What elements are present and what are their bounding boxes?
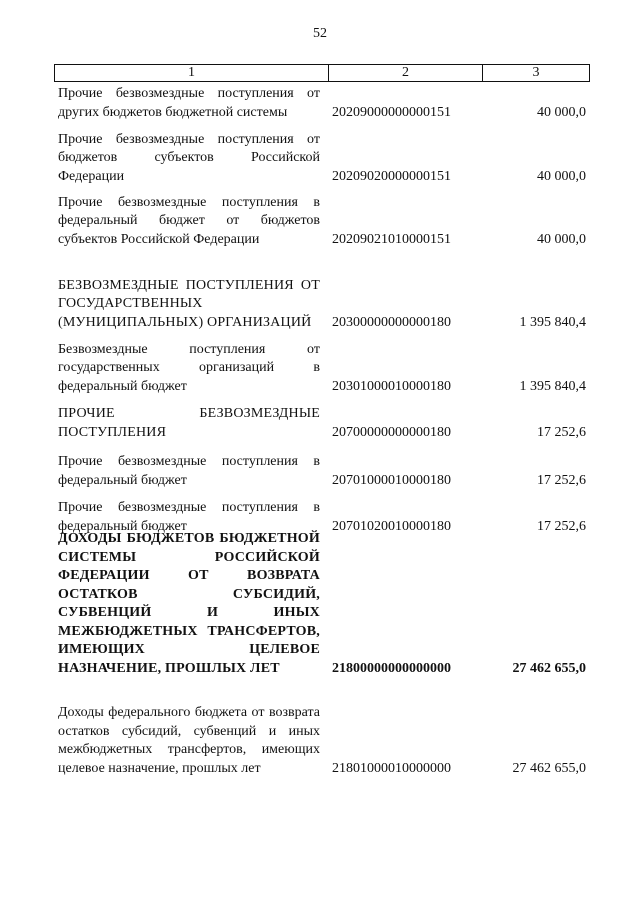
page-number: 52 (313, 26, 327, 41)
row-name: ПРОЧИЕ БЕЗВОЗМЕЗДНЫЕ ПОСТУПЛЕНИЯ (58, 406, 320, 440)
table-row (54, 452, 590, 490)
table-row (54, 404, 590, 442)
row-amount: 1 395 840,4 (519, 314, 586, 330)
row-name: Безвозмездные поступления от государственных организаций в федеральный бюджет (58, 341, 320, 394)
table-row (54, 340, 590, 396)
row-code: 20209020000000151 (332, 168, 451, 184)
row-name: Прочие безвозмездные поступления в федеральный бюджет от бюджетов субъектов Российской Федерации (58, 194, 320, 247)
row-amount: 27 462 655,0 (512, 760, 586, 776)
row-code: 21801000010000000 (332, 760, 451, 776)
table-header (54, 64, 590, 82)
row-name: БЕЗВОЗМЕЗДНЫЕ ПОСТУПЛЕНИЯ ОТ ГОСУДАРСТВЕННЫХ (МУНИЦИПАЛЬНЫХ) ОРГАНИЗАЦИЙ (58, 277, 320, 330)
row-amount: 40 000,0 (537, 231, 586, 247)
row-amount: 40 000,0 (537, 104, 586, 120)
row-name: Доходы федерального бюджета от возврата остатков субсидий, субвенций и иных межбюджетных трансфертов, имеющих целевое назначение, прошлых лет (58, 705, 320, 776)
table-row (54, 258, 590, 332)
row-amount: 17 252,6 (537, 518, 586, 534)
row-code: 20209021010000151 (332, 231, 451, 247)
table-row (54, 686, 590, 778)
row-code: 20700000000000180 (332, 424, 451, 440)
header-col-3: 3 (532, 65, 540, 80)
row-amount: 17 252,6 (537, 472, 586, 488)
table-row (54, 84, 590, 122)
table-row (54, 193, 590, 249)
table-row (54, 531, 590, 678)
table-row (54, 130, 590, 186)
header-col-1: 1 (55, 65, 329, 81)
row-amount: 27 462 655,0 (512, 660, 586, 676)
row-name: ДОХОДЫ БЮДЖЕТОВ БЮДЖЕТНОЙ СИСТЕМЫ РОССИЙСКОЙ ФЕДЕРАЦИИ ОТ ВОЗВРАТА ОСТАТКОВ СУБСИДИЙ, СУБВЕНЦИЙ И ИНЫХ МЕЖБЮДЖЕТНЫХ ТРАНСФЕРТОВ, ИМЕЮЩИХ ЦЕЛЕВОЕ НАЗНАЧЕНИЕ, ПРОШЛЫХ ЛЕТ (58, 531, 320, 676)
row-name: Прочие безвозмездные поступления от других бюджетов бюджетной системы (58, 86, 320, 120)
header-col-2: 2 (329, 65, 483, 81)
row-code: 20301000010000180 (332, 378, 451, 394)
row-code: 21800000000000000 (332, 660, 451, 676)
row-name: Прочие безвозмездные поступления в федеральный бюджет (58, 500, 320, 534)
row-amount: 40 000,0 (537, 168, 586, 184)
row-amount: 1 395 840,4 (519, 378, 586, 394)
row-code: 20701000010000180 (332, 472, 451, 488)
row-code: 20701020010000180 (332, 518, 451, 534)
row-amount: 17 252,6 (537, 424, 586, 440)
row-name: Прочие безвозмездные поступления от бюджетов субъектов Российской Федерации (58, 131, 320, 184)
row-code: 20209000000000151 (332, 104, 451, 120)
row-code: 20300000000000180 (332, 314, 451, 330)
row-name: Прочие безвозмездные поступления в федеральный бюджет (58, 454, 320, 488)
